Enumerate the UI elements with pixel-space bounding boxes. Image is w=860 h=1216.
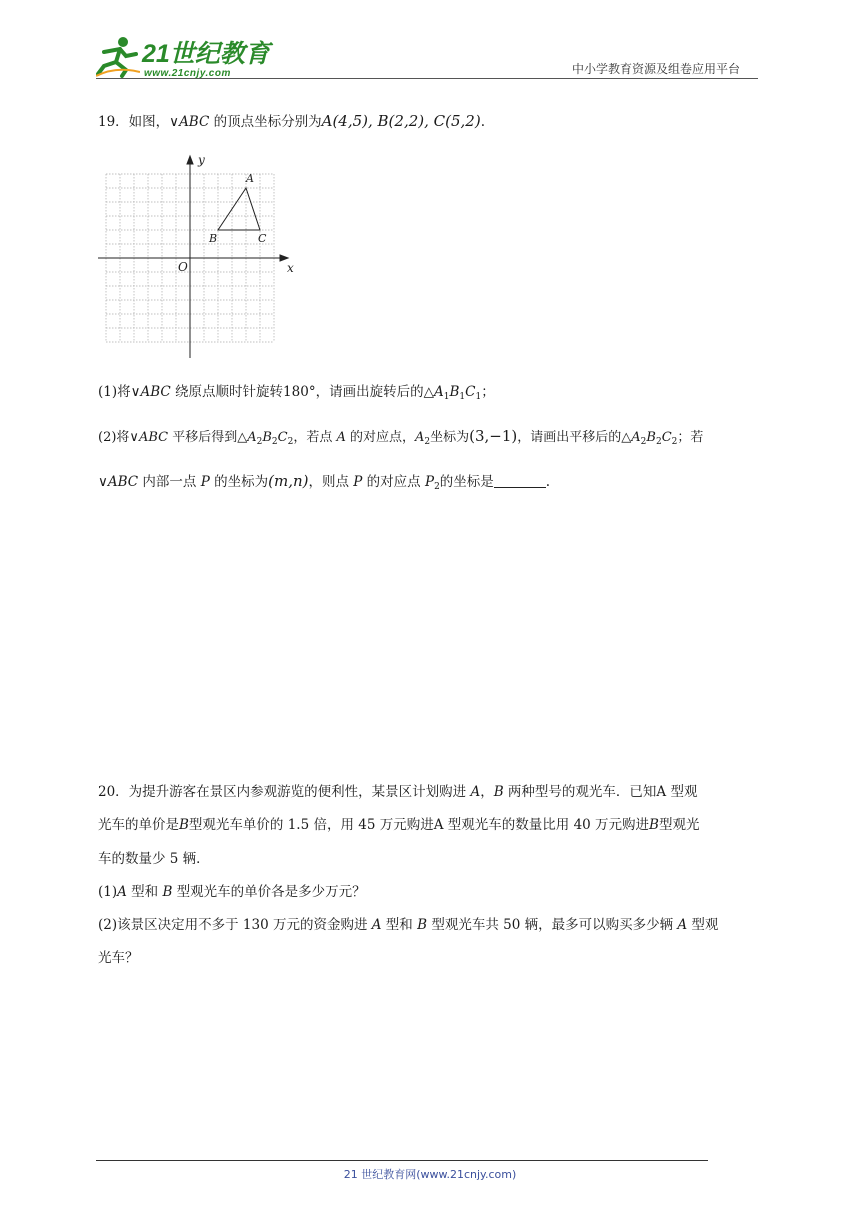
q19-part1: (1)将∨ABC 绕原点顺时针旋转180°，请画出旋转后的$\triangle A_1B_1C_1$； bbox=[98, 384, 495, 402]
q19-coordinate-figure bbox=[96, 152, 306, 362]
q19-coords: A(4,5), B(2,2), C(5,2) bbox=[321, 112, 481, 130]
q20-part2-line1: (2)该景区决定用不多于 130 万元的资金购进 A 型和 B 型观光车共 50 辆，最多可以购买多少辆 A 型观 bbox=[98, 917, 719, 933]
vertex-b-label: B bbox=[209, 232, 218, 245]
footer-link[interactable]: 21 世纪教育网(www.21cnjy.com) bbox=[343, 1168, 517, 1181]
q19-stem: 19．如图，∨ABC 的顶点坐标分别为A(4,5), B(2,2), C(5,2). bbox=[98, 112, 485, 130]
vertex-c-label: C bbox=[258, 232, 267, 245]
origin-label: O bbox=[178, 260, 188, 274]
triangle-abc bbox=[218, 188, 260, 230]
q20-part2-line2: 光车？ bbox=[98, 950, 139, 966]
q20-stem-line3: 车的数量少 5 辆． bbox=[98, 851, 210, 867]
answer-blank[interactable] bbox=[494, 473, 546, 488]
logo-text: 21世纪教育 bbox=[142, 40, 270, 68]
q20-part1: (1)A 型和 B 型观光车的单价各是多少万元？ bbox=[98, 884, 366, 900]
site-name: 中小学教育资源及组卷应用平台 bbox=[572, 62, 741, 76]
axis-y-label: y bbox=[198, 153, 205, 167]
q19-part2-line2: ∨ABC 内部一点 P 的坐标为(m,n)，则点 P 的对应点 $P_2$的坐标是 . bbox=[98, 472, 551, 492]
header-divider bbox=[96, 78, 758, 79]
footer-divider bbox=[96, 1160, 708, 1161]
logo-url: www.21cnjy.com bbox=[144, 68, 231, 79]
q20-stem-line2: 光车的单价是B型观光车单价的 1.5 倍，用 45 万元购进A 型观光车的数量比用 40 万元购进B型观光 bbox=[98, 817, 700, 833]
q19-part2-line1: (2)将∨ABC 平移后得到$\triangle A_2B_2C_2$，若点 A 的对应点，$A_2$坐标为(3,−1)，请画出平移后的$\triangle A_2B_2C_2$；若 bbox=[98, 427, 704, 447]
site-logo bbox=[96, 36, 270, 79]
q20-stem-line1: 20．为提升游客在景区内参观游览的便利性，某景区计划购进 A，B 两种型号的观光车．已知A 型观 bbox=[98, 784, 698, 800]
vertex-a-label: A bbox=[246, 172, 254, 185]
runner-logo-icon bbox=[96, 36, 140, 78]
axis-x-label: x bbox=[287, 261, 294, 275]
